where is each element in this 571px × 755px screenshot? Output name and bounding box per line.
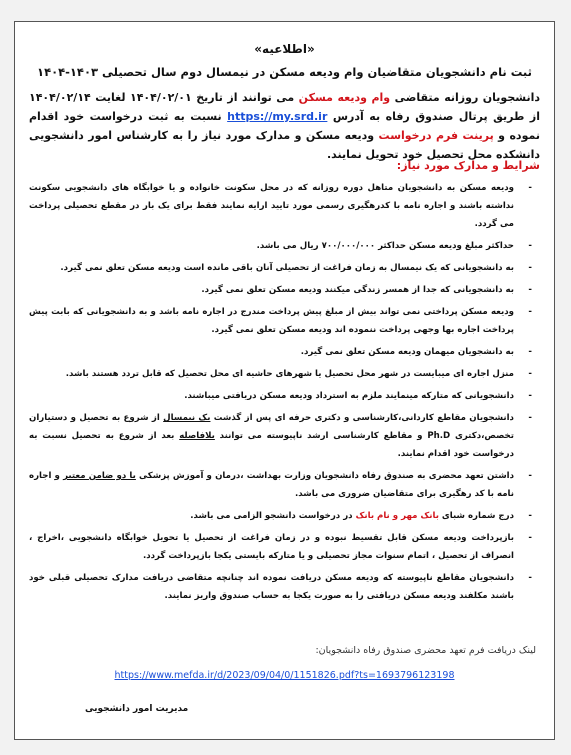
mefda-form-link[interactable]: https://www.mefda.ir/d/2023/09/04/0/1151826.pdf?ts=1693796123198	[114, 670, 455, 681]
intro-text: نسبت به ثبت درخواست خود اقدام نموده و	[29, 110, 540, 142]
condition-item	[29, 467, 540, 503]
portal-link[interactable]: https://my.srd.ir	[227, 110, 328, 123]
signature: مدیریت امور دانشجویی	[85, 704, 189, 714]
condition-text: داشتن تعهد محضری به صندوق رفاه دانشجویان وزارت بهداشت ،درمان و آموزش پزشکی	[135, 471, 514, 481]
intro-text: دانشجویان روزانه متقاضی	[390, 91, 540, 104]
condition-item: - حداکثر مبلغ ودیعه مسکن حداکثر ۷۰۰/۰۰۰/۰۰۰ ریال می باشد.	[29, 237, 540, 255]
condition-item: - بازپرداخت ودیعه مسکن قابل تقسیط نبوده و در زمان فراغت از تحصیل یا تحویل خوابگاه دانشجویی ،اخراج ، انصراف از تحصیل ، اتمام سنوات مجاز تحصیلی و یا متارکه بایستی یکجا بازپرداخت گردد.	[29, 529, 540, 565]
condition-item: - به دانشجویانی که یک نیمسال به زمان فراغت از تحصیلی آنان باقی مانده است ودیعه مسکن تعلق نمی گیرد.	[29, 259, 540, 277]
conditions-list	[29, 179, 540, 609]
condition-text: از شروع به تحصیل و دستیاران تخصص،دکتری Ph.D و مقاطع کارشناسی ارشد ناپیوسته می توانند	[29, 413, 514, 441]
condition-item: - به دانشجویان میهمان ودیعه مسکن تعلق نمی گیرد.	[29, 343, 540, 361]
condition-item: - به دانشجویانی که جدا از همسر زندگی میکنند ودیعه مسکن تعلق نمی گیرد.	[29, 281, 540, 299]
condition-item: - ودیعه مسکن به دانشجویان متاهل دوره روزانه که در محل سکونت خانواده و یا خوابگاه های دانشجویی سکونت نداشته باشند و اجاره نامه با کدرهگیری رسمی مورد تایید ارایه نمایند فقط برای یک بار در مقطع تحصیلی پرداخت می گردد.	[29, 179, 540, 233]
mefda-form-label: لینک دریافت فرم تعهد محضری صندوق رفاه دانشجویان:	[315, 645, 536, 656]
notice-headline: ثبت نام دانشجویان متقاضیان وام ودیعه مسکن در نیمسال دوم سال تحصیلی ۱۴۰۳-۱۴۰۴	[37, 65, 532, 79]
loan-name-highlight: وام ودیعه مسکن	[298, 91, 391, 104]
print-request-highlight: پرینت فرم درخواست	[378, 129, 494, 142]
condition-item: - دانشجویان مقاطع ناپیوسته که ودیعه مسکن دریافت نموده اند چنانچه متقاضی دریافت مدارک تحصیلی قبلی خود باشند مکلفند ودیعه مسکن دریافتی را به صورت یکجا به حساب صندوق واریز نمایند.	[29, 569, 540, 605]
condition-text: و اجاره نامه با کد رهگیری برای متقاضیان ضروری می باشد.	[29, 471, 514, 499]
condition-item: - دانشجویانی که متارکه مینمایند ملزم به استرداد ودیعه مسکن دریافتی میباشند.	[29, 387, 540, 405]
condition-item: - منزل اجاره ای میبایست در شهر محل تحصیل یا شهرهای حاشیه ای محل تحصیل که قابل تردد هستند باشد.	[29, 365, 540, 383]
condition-underlined: بلافاصله	[179, 431, 215, 441]
notice-title: «اطلاعیه»	[254, 42, 315, 56]
condition-item	[29, 507, 540, 525]
condition-item: - ودیعه مسکن پرداختی نمی تواند بیش از مبلغ پیش پرداخت مندرج در اجاره نامه باشد و به دانشجویانی که بابت پیش پرداخت اجاره بها وجهی پرداخت ننموده اند ودیعه مسکن تعلق نمی گیرد.	[29, 303, 540, 339]
condition-red-highlight: بانک مهر و نام بانک	[355, 511, 439, 521]
condition-text: دانشجویان مقاطع کاردانی،کارشناسی و دکتری حرفه ای پس از گذشت	[210, 413, 514, 423]
condition-item	[29, 409, 540, 463]
conditions-title: شرایط و مدارک مورد نیاز:	[396, 159, 540, 172]
condition-text: درج شماره شبای	[438, 511, 514, 521]
condition-underlined: یک نیمسال	[163, 413, 211, 423]
intro-text: می توانند از تاریخ ۱۴۰۴/۰۲/۰۱ لغایت ۱۴۰۴/۰۲/۱۴ از طریق پرتال صندوق رفاه به آدرس	[29, 91, 540, 123]
notice-intro	[29, 88, 540, 164]
condition-underlined: با دو ضامن معتبر	[63, 471, 136, 481]
notice-page	[14, 21, 555, 740]
intro-text: ودیعه مسکن و مدارک مورد نیاز را به کارشناس امور دانشجویی دانشکده محل تحصیل خود تحویل نمایند.	[29, 129, 540, 161]
condition-text: بعد از شروع به تحصیل نسبت به درخواست خود اقدام نمایند.	[29, 431, 514, 459]
condition-text: در درخواست دانشجو الزامی می باشد.	[190, 511, 356, 521]
